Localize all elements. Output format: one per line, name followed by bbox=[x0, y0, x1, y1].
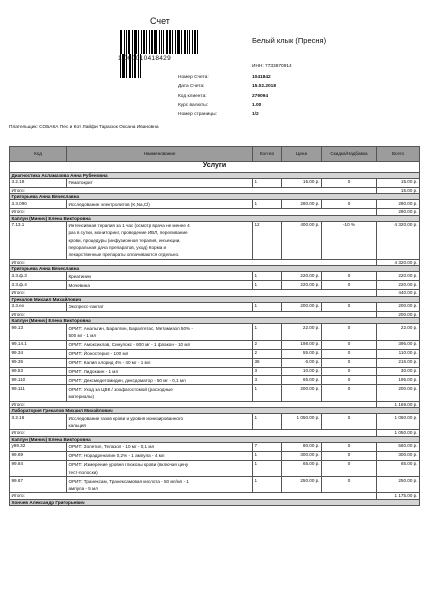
item-price: 200.00 р. bbox=[282, 302, 322, 311]
item-name-line: материалы) bbox=[68, 394, 94, 400]
item-total: 1 050.00 р. bbox=[377, 414, 420, 430]
barcode-bar bbox=[175, 30, 176, 54]
item-name bbox=[67, 200, 253, 209]
item-qty: 1 bbox=[253, 451, 282, 460]
doctor-row bbox=[10, 499, 420, 505]
barcode-bar bbox=[166, 30, 168, 54]
item-name-line: Креатинин bbox=[68, 273, 92, 279]
inn: ИНН: 7733870914 bbox=[252, 64, 292, 69]
barcode-bar bbox=[163, 30, 164, 54]
item-discount: 0 bbox=[322, 376, 377, 385]
doctor-name: Грекалов Михаил Михайлович bbox=[10, 296, 420, 302]
subtotal-value: 4 320.00 р. bbox=[377, 259, 420, 265]
item-discount: 0 bbox=[322, 302, 377, 311]
subtotal-value: 200.00 р. bbox=[377, 311, 420, 317]
item-discount: 0 bbox=[322, 200, 377, 209]
item-discount: 0 bbox=[322, 178, 377, 187]
field-label: Номер Счета: bbox=[178, 75, 209, 80]
item-qty: 1 bbox=[253, 281, 282, 290]
item-total: 22.00 р. bbox=[377, 324, 420, 340]
table-row bbox=[10, 443, 420, 452]
item-name bbox=[67, 358, 253, 367]
item-qty: 1 bbox=[253, 414, 282, 430]
item-price: 280.00 р. bbox=[282, 200, 322, 209]
barcode-bar bbox=[126, 30, 127, 54]
item-qty: 3 bbox=[253, 367, 282, 376]
category-row bbox=[10, 161, 420, 172]
item-price: 65.00 р. bbox=[282, 460, 322, 476]
item-name bbox=[67, 451, 253, 460]
item-code: 3.2.19 bbox=[10, 178, 67, 187]
subtotal-value: 1 175.00 р. bbox=[377, 493, 420, 499]
clinic-name: Белый клык (Пресня) bbox=[252, 36, 327, 45]
item-price: 65.00 р. bbox=[282, 376, 322, 385]
table-row bbox=[10, 451, 420, 460]
item-code: 99.13 bbox=[10, 324, 67, 340]
item-name-line: раз в сутки, мониторинг, проведение ИВЛ, переливание bbox=[68, 230, 188, 236]
item-code: 3.3.ф.4 bbox=[10, 281, 67, 290]
item-price: 250.00 р. bbox=[282, 477, 322, 493]
table-row bbox=[10, 272, 420, 281]
item-name bbox=[67, 349, 253, 358]
field-value: 1041842 bbox=[252, 75, 271, 80]
item-price: 220.00 р. bbox=[282, 281, 322, 290]
item-discount: 0 bbox=[322, 367, 377, 376]
table-row bbox=[10, 221, 420, 259]
doctor-name: Каплун (Минич) Елена Викторовна bbox=[10, 436, 420, 442]
table-row bbox=[10, 460, 420, 476]
barcode-bar bbox=[151, 30, 153, 54]
barcode-bar bbox=[192, 30, 193, 54]
item-qty: 12 bbox=[253, 221, 282, 259]
item-name bbox=[67, 477, 253, 493]
item-name-line: крови, процедуры (инфузионная терапия, инъекции, bbox=[68, 237, 181, 243]
item-qty: 1 bbox=[253, 272, 282, 281]
barcode-bar bbox=[189, 30, 190, 54]
doctor-name: Каплун (Минич) Елена Викторовна bbox=[10, 215, 420, 221]
item-price: 300.00 р. bbox=[282, 451, 322, 460]
item-qty: 1 bbox=[253, 200, 282, 209]
item-total: 220.00 р. bbox=[377, 272, 420, 281]
item-name bbox=[67, 376, 253, 385]
item-qty: 1 bbox=[253, 324, 282, 340]
barcode-bar bbox=[181, 30, 182, 54]
item-name-line: ОРИТ: Калия хлорид 4% - 40 мг - 1 мл bbox=[68, 359, 151, 365]
item-price: 22.00 р. bbox=[282, 324, 322, 340]
item-discount: 0 bbox=[322, 281, 377, 290]
item-total: 65.00 р. bbox=[377, 460, 420, 476]
barcode-number: 1 000010418429 bbox=[118, 55, 172, 62]
field-value: 1.00 bbox=[252, 102, 262, 108]
item-name-line: ОРИТ: Дексмедетомидин, дексдоматор - 50 мг - 0,1 мл bbox=[68, 377, 186, 383]
item-total: 200.00 р. bbox=[377, 385, 420, 401]
item-name-line: Гематокрит bbox=[68, 180, 93, 186]
item-total: 220.00 р. bbox=[377, 281, 420, 290]
item-price: 80.00 р. bbox=[282, 443, 322, 452]
field-label: Курс валюты: bbox=[178, 102, 208, 108]
barcode bbox=[120, 30, 200, 54]
item-code: 99.111 bbox=[10, 385, 67, 401]
invoice-field-labels bbox=[178, 73, 217, 119]
doctor-name: Каплун (Минич) Елена Викторовна bbox=[10, 318, 420, 324]
item-discount: 0 bbox=[322, 349, 377, 358]
item-qty: 7 bbox=[253, 443, 282, 452]
item-name-line: ОРИТ: Норадреналин 0,2% - 1 ампула - 4 мл bbox=[68, 453, 165, 459]
item-price: 198.00 р. bbox=[282, 340, 322, 349]
item-total: 250.00 р. bbox=[377, 477, 420, 493]
item-name-line: ОРИТ: Уход за ЦВК / зоофагостомой (расходные bbox=[68, 386, 173, 392]
item-price: 220.00 р. bbox=[282, 272, 322, 281]
subtotal-label: Итого: bbox=[10, 493, 377, 499]
doctor-name: Диагностика Асламазова Анна Рубеновна bbox=[10, 172, 420, 178]
table-row bbox=[10, 340, 420, 349]
item-price: 200.00 р. bbox=[282, 385, 322, 401]
item-code: 7.13.1 bbox=[10, 221, 67, 259]
item-name-line: Исследование электролитов (K,Na,Cl) bbox=[68, 201, 150, 207]
table-row bbox=[10, 302, 420, 311]
item-discount: 0 bbox=[322, 272, 377, 281]
item-total: 15.00 р. bbox=[377, 178, 420, 187]
column-header: Кол-во bbox=[253, 147, 282, 162]
item-name-line: ОРИТ: Анальгин, Баралгин, Баралгетас, Метамизол 50% - bbox=[68, 325, 193, 331]
table-row bbox=[10, 376, 420, 385]
doctor-name: Лаборатория Грекалов Михаил Михайлович bbox=[10, 408, 420, 414]
item-name bbox=[67, 324, 253, 340]
item-total: 195.00 р. bbox=[377, 376, 420, 385]
subtotal-label: Итого: bbox=[10, 187, 377, 193]
invoice-field-values bbox=[252, 73, 276, 119]
table-row bbox=[10, 477, 420, 493]
barcode-bar bbox=[154, 30, 157, 54]
item-discount: 0 bbox=[322, 443, 377, 452]
item-qty: 36 bbox=[253, 358, 282, 367]
item-name bbox=[67, 443, 253, 452]
barcode-bar bbox=[194, 30, 196, 54]
item-total: 110.00 р. bbox=[377, 349, 420, 358]
item-name bbox=[67, 272, 253, 281]
barcode-bar bbox=[146, 30, 147, 54]
barcode-bar bbox=[128, 30, 130, 54]
item-code: 99.69 bbox=[10, 451, 67, 460]
item-name-line: лекарственные препараты оплачиваются отдельно. bbox=[68, 252, 180, 258]
item-discount: 0 bbox=[322, 477, 377, 493]
item-name-line: 500 мг - 1 мл bbox=[68, 332, 97, 338]
item-code: 99.34 bbox=[10, 349, 67, 358]
column-header: Скидка/Надбавка bbox=[322, 147, 377, 162]
subtotal-label: Итого: bbox=[10, 430, 377, 436]
item-total: 396.00 р. bbox=[377, 340, 420, 349]
item-qty: 3 bbox=[253, 376, 282, 385]
invoice-title: Счет bbox=[150, 16, 170, 26]
item-discount: 0 bbox=[322, 358, 377, 367]
subtotal-value: 15.00 р. bbox=[377, 187, 420, 193]
item-total: 216.00 р. bbox=[377, 358, 420, 367]
item-name bbox=[67, 460, 253, 476]
item-name-line: ОРИТ: Лидокаин - 1 мл bbox=[68, 368, 119, 374]
barcode-bar bbox=[143, 30, 145, 54]
field-value: 1/2 bbox=[252, 112, 259, 118]
item-name bbox=[67, 340, 253, 349]
barcode-bar bbox=[149, 30, 150, 54]
item-name-line: кальция bbox=[68, 422, 86, 428]
item-name bbox=[67, 281, 253, 290]
item-qty: 2 bbox=[253, 349, 282, 358]
barcode-bar bbox=[169, 30, 171, 54]
column-header: Цена bbox=[282, 147, 322, 162]
item-qty: 1 bbox=[253, 477, 282, 493]
field-label: Номер страницы: bbox=[178, 112, 217, 118]
item-code: 3.2.16 bbox=[10, 414, 67, 430]
field-value: 279094 bbox=[252, 93, 269, 99]
item-price: 400.00 р. bbox=[282, 221, 322, 259]
table-row bbox=[10, 414, 420, 430]
subtotal-label: Итого: bbox=[10, 290, 377, 296]
subtotal-label: Итого: bbox=[10, 311, 377, 317]
item-name-line: ОРИТ: Амоксиклав, Синулокс - 600 мг - 1 флакон - 10 мл bbox=[68, 341, 191, 347]
item-price: 1 050.00 р. bbox=[282, 414, 322, 430]
barcode-bar bbox=[159, 30, 160, 54]
item-code: 99.14.1 bbox=[10, 340, 67, 349]
item-code: 99.35 bbox=[10, 358, 67, 367]
item-code: 99.87 bbox=[10, 477, 67, 493]
item-price: 15.00 р. bbox=[282, 178, 322, 187]
barcode-bar bbox=[120, 30, 122, 54]
subtotal-label: Итого: bbox=[10, 401, 377, 407]
item-discount: -10 % bbox=[322, 221, 377, 259]
item-name bbox=[67, 385, 253, 401]
barcode-bar bbox=[187, 30, 188, 54]
item-name-line: Мочевина bbox=[68, 282, 90, 288]
doctor-name: Хончев Александр Григорьевич bbox=[10, 499, 420, 505]
column-header: Код bbox=[10, 147, 67, 162]
subtotal-value: 1 169.00 р. bbox=[377, 401, 420, 407]
subtotal-label: Итого: bbox=[10, 209, 377, 215]
item-qty: 1 bbox=[253, 385, 282, 401]
item-qty: 2 bbox=[253, 340, 282, 349]
table-row bbox=[10, 178, 420, 187]
item-qty: 1 bbox=[253, 302, 282, 311]
doctor-name: Григорьева Анна Вячеславна bbox=[10, 266, 420, 272]
item-code: 3.3.ex bbox=[10, 302, 67, 311]
column-header: Всего bbox=[377, 147, 420, 162]
item-name-line: ампула - 5 мл bbox=[68, 485, 98, 491]
item-name bbox=[67, 414, 253, 430]
subtotal-value: 440.00 р. bbox=[377, 290, 420, 296]
item-price: 6.00 р. bbox=[282, 358, 322, 367]
services-table bbox=[9, 146, 420, 506]
table-row bbox=[10, 200, 420, 209]
subtotal-value: 280.00 р. bbox=[377, 209, 420, 215]
item-discount: 0 bbox=[322, 451, 377, 460]
item-name bbox=[67, 302, 253, 311]
barcode-bar bbox=[124, 30, 125, 54]
item-code: у99.32 bbox=[10, 443, 67, 452]
subtotal-label: Итого: bbox=[10, 259, 377, 265]
item-total: 300.00 р. bbox=[377, 451, 420, 460]
item-discount: 0 bbox=[322, 324, 377, 340]
doctor-name: Григорьева Анна Вячеславна bbox=[10, 194, 420, 200]
item-total: 30.00 р. bbox=[377, 367, 420, 376]
barcode-bar bbox=[134, 30, 137, 54]
barcode-bar bbox=[184, 30, 186, 54]
table-row bbox=[10, 367, 420, 376]
barcode-bar bbox=[177, 30, 180, 54]
column-header: Наименование bbox=[67, 147, 253, 162]
item-name-line: Интенсивная терапия за 1 час (осмотр врача не менее 4 bbox=[68, 223, 190, 229]
item-discount: 0 bbox=[322, 385, 377, 401]
field-label: Код клиента: bbox=[178, 93, 207, 99]
table-row bbox=[10, 385, 420, 401]
item-qty: 1 bbox=[253, 178, 282, 187]
field-label: Дата Счета: bbox=[178, 84, 205, 90]
barcode-bar bbox=[141, 30, 142, 54]
item-name bbox=[67, 178, 253, 187]
field-value: 15.02.2018 bbox=[252, 84, 277, 90]
item-name-line: пероральная дача препаратов, уход) Корма и bbox=[68, 244, 167, 250]
barcode-bar bbox=[132, 30, 133, 54]
item-discount: 0 bbox=[322, 460, 377, 476]
subtotal-value: 1 050.00 р. bbox=[377, 430, 420, 436]
item-code: 99.110 bbox=[10, 376, 67, 385]
item-name bbox=[67, 367, 253, 376]
item-discount: 0 bbox=[322, 414, 377, 430]
item-total: 200.00 р. bbox=[377, 302, 420, 311]
barcode-bar bbox=[138, 30, 139, 54]
item-name-line: ОРИТ: Золетил, Телазол - 10 мг - 0,1 мл bbox=[68, 444, 155, 450]
item-total: 4 320.00 р. bbox=[377, 221, 420, 259]
item-code: 99.53 bbox=[10, 367, 67, 376]
item-code: 99.84 bbox=[10, 460, 67, 476]
table-row bbox=[10, 281, 420, 290]
payer: Плательщик: СОБАКА Пес и Кот Лайфи Тарасюк Оксана Ивановна bbox=[9, 125, 159, 130]
barcode-bar bbox=[172, 30, 173, 54]
barcode-bar bbox=[197, 30, 198, 54]
category-label: Услуги bbox=[10, 161, 420, 172]
item-price: 55.00 р. bbox=[282, 349, 322, 358]
table-row bbox=[10, 324, 420, 340]
item-name bbox=[67, 221, 253, 259]
item-discount: 0 bbox=[322, 340, 377, 349]
table-row bbox=[10, 349, 420, 358]
item-qty: 1 bbox=[253, 460, 282, 476]
item-name-line: ОРИТ: Транексам, Транексамовая кислота - 50 мг/мл - 1 bbox=[68, 478, 189, 484]
item-name-line: тест-полоски) bbox=[68, 469, 98, 475]
item-name-line: Исследование газов крови и уровня ионизированного bbox=[68, 415, 184, 421]
item-code: 3.3.090 bbox=[10, 200, 67, 209]
item-name-line: ОРИТ: Измерение уровня глюкозы крови (включая цену bbox=[68, 462, 189, 468]
item-code: 3.3.ф.3 bbox=[10, 272, 67, 281]
item-price: 10.00 р. bbox=[282, 367, 322, 376]
item-name-line: ОРИТ: Йоностерил - 100 мл bbox=[68, 350, 129, 356]
table-row bbox=[10, 358, 420, 367]
item-total: 280.00 р. bbox=[377, 200, 420, 209]
item-total: 560.00 р. bbox=[377, 443, 420, 452]
barcode-bar bbox=[161, 30, 162, 54]
item-name-line: Экспресс-лактат bbox=[68, 304, 104, 310]
